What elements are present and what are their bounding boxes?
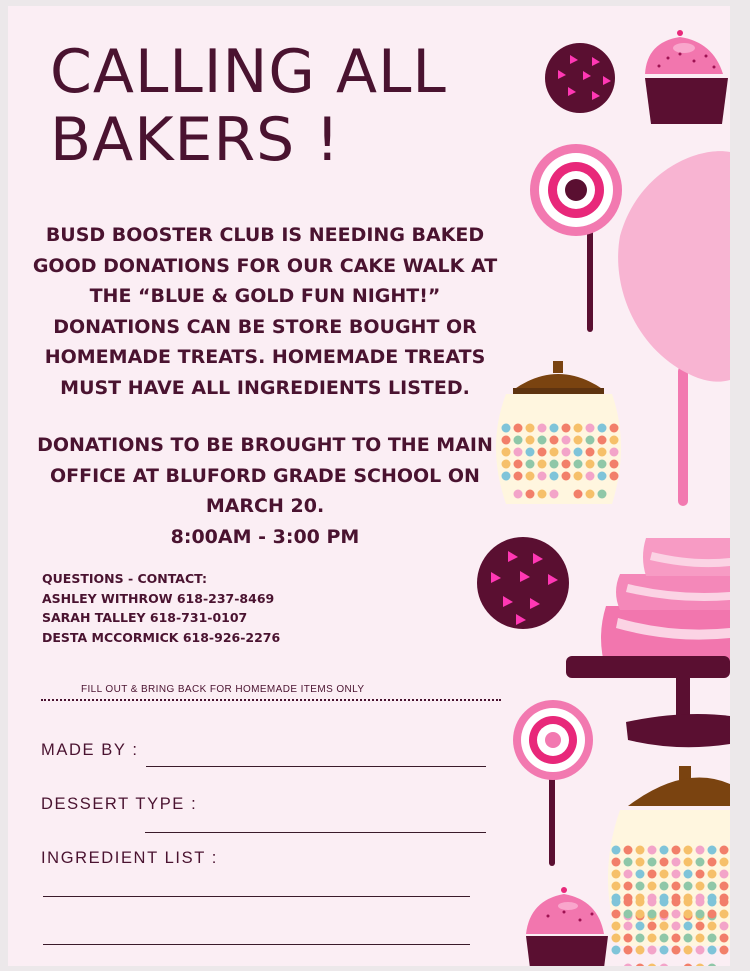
intro-paragraph [20,220,510,404]
ingredient-line-2 [43,944,470,945]
intro-line: THE “BLUE & GOLD FUN NIGHT!” [89,285,441,308]
dropoff-paragraph [20,430,510,552]
made-by-line [146,766,486,767]
ingredient-line-1 [43,896,470,897]
dessert-type-line [145,832,486,833]
dropoff-line: OFFICE AT BLUFORD GRADE SCHOOL ON [50,464,480,487]
intro-line: HOMEMADE TREATS. HOMEMADE TREATS [44,346,486,369]
cotton-candy-icon [618,151,730,506]
contact-heading: QUESTIONS - CONTACT: [42,571,207,586]
fill-out-note: FILL OUT & BRING BACK FOR HOMEMADE ITEMS ONLY [81,684,365,695]
intro-line: MUST HAVE ALL INGREDIENTS LISTED. [60,376,470,399]
flyer-title [50,38,447,174]
contact-person: SARAH TALLEY 618-731-0107 [42,610,248,626]
contact-person: ASHLEY WITHROW 618-237-8469 [42,590,275,606]
cookie-icon [545,43,615,113]
candy-jar-icon [608,766,730,966]
intro-line: DONATIONS CAN BE STORE BOUGHT OR [53,315,477,338]
dropoff-date: MARCH 20. [205,495,325,518]
lollipop-icon [530,144,622,332]
ingredient-list-label: INGREDIENT LIST : [41,849,218,867]
intro-line: BUSD BOOSTER CLUB IS NEEDING BAKED [45,224,485,246]
title-line-1: CALLING ALL [50,37,447,107]
contact-person: DESTA MCCORMICK 618-926-2276 [42,630,281,646]
title-line-2: BAKERS ! [50,105,341,175]
lollipop-icon [513,700,593,866]
flyer-page [8,6,730,966]
cake-icon [601,538,730,670]
cupcake-icon [645,30,728,124]
dropoff-line: DONATIONS TO BE BROUGHT TO THE MAIN [37,434,493,456]
cupcake-icon [526,887,608,966]
intro-line: GOOD DONATIONS FOR OUR CAKE WALK AT [32,254,498,277]
dropoff-time: 8:00AM - 3:00 PM [170,525,360,548]
contact-list [42,569,280,648]
dessert-type-label: DESSERT TYPE : [41,795,198,813]
candy-jar-icon [496,361,621,504]
made-by-label: MADE BY : [41,741,139,759]
cut-line [41,699,501,701]
